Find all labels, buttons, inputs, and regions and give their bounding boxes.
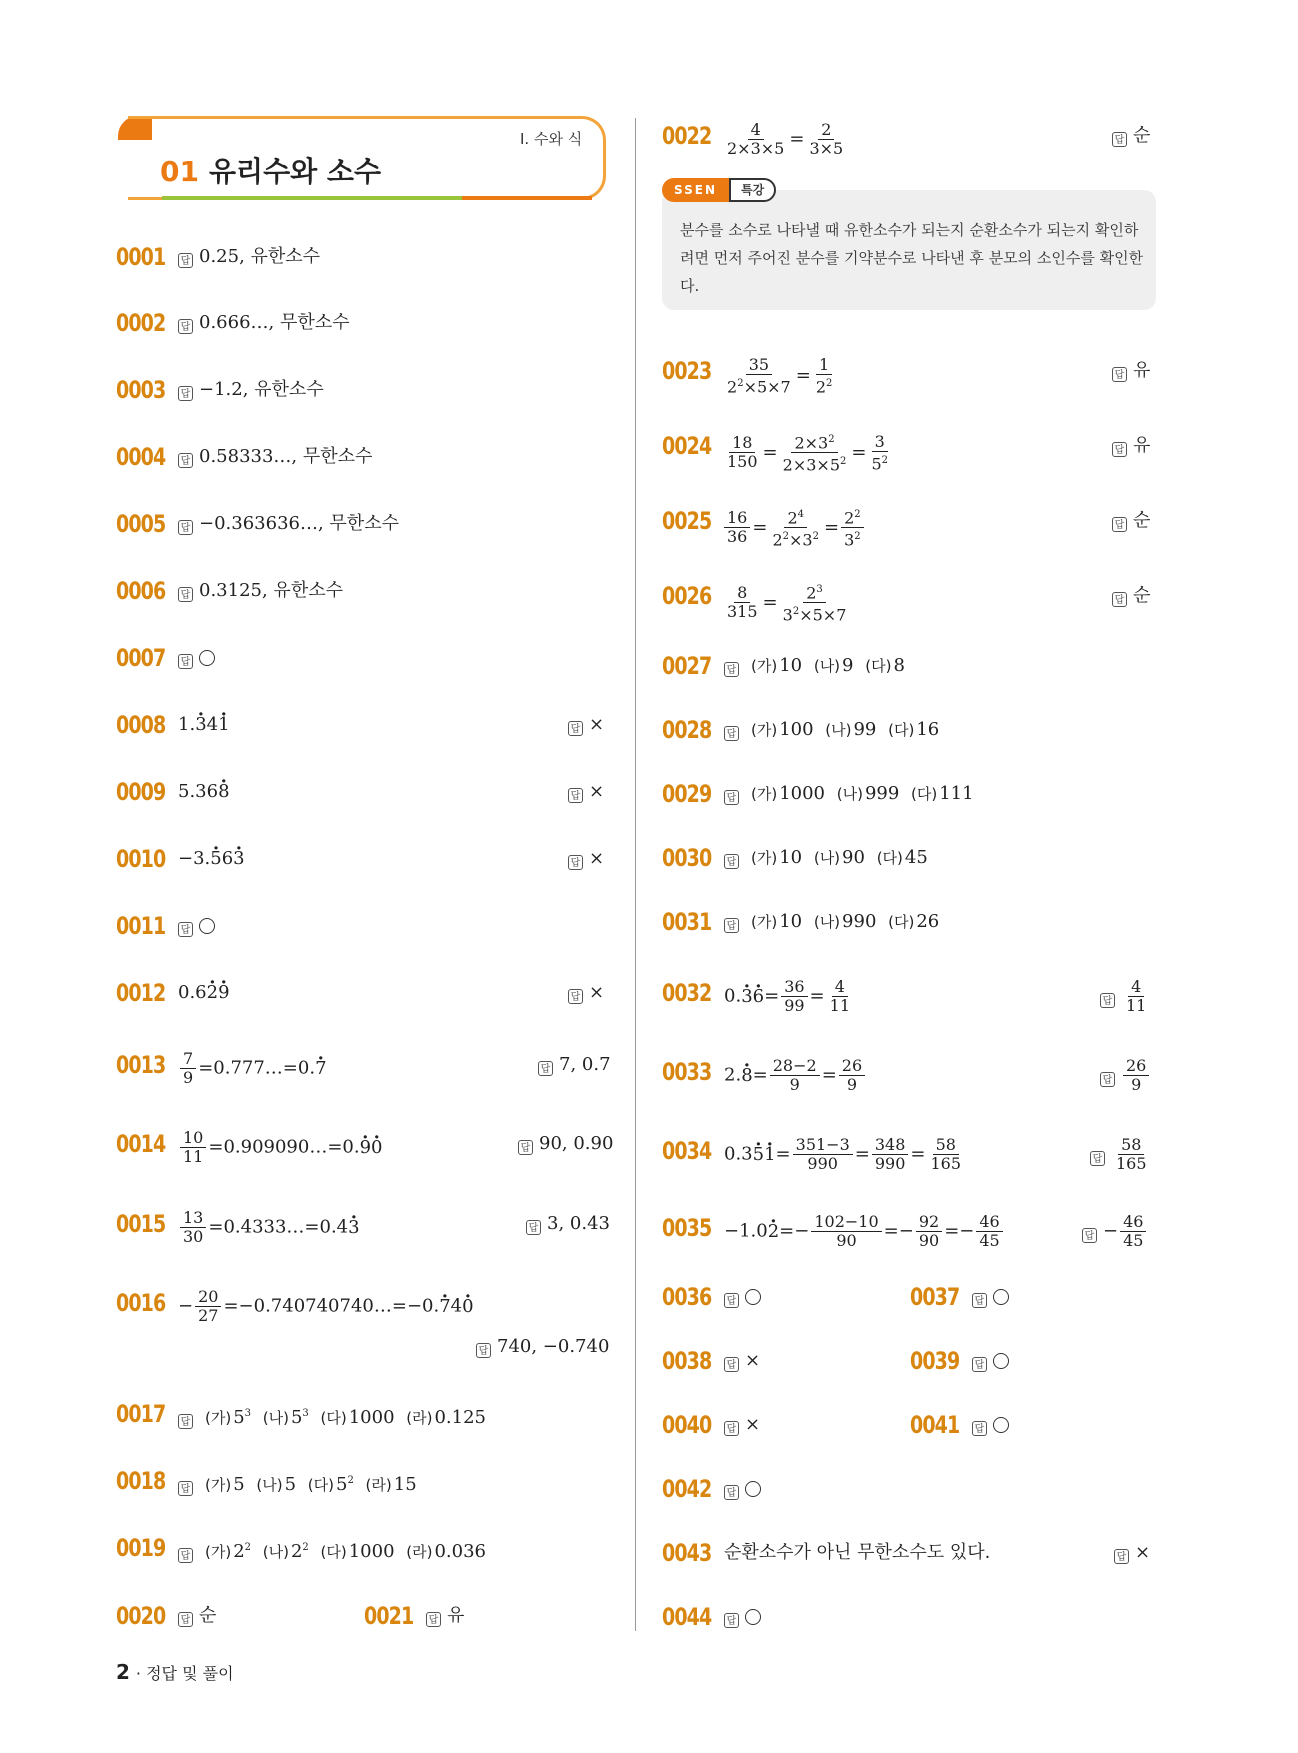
answer-icon [568, 989, 583, 1004]
answer-row [724, 1282, 761, 1312]
problem-number: 0007 [116, 644, 166, 672]
answer-row: 답 (가) $5^3$ (나) $5^3$ (다) 1000 (라) 0.125 [178, 1399, 486, 1433]
page-title [160, 150, 381, 190]
problem-number: 0016 [116, 1289, 166, 1317]
problem-number: 0022 [662, 122, 712, 150]
answer-row [538, 1050, 611, 1080]
answer-row: 답 $\frac{4}{11}$ [1100, 978, 1151, 1015]
problem-number: 0031 [662, 908, 712, 936]
problem-number: 0015 [116, 1210, 166, 1238]
answer-icon [724, 1613, 739, 1628]
answer-row [1112, 431, 1150, 461]
answer-row [724, 1346, 760, 1376]
answer-icon [1090, 1151, 1105, 1166]
answer-icon [972, 1421, 987, 1436]
problem-number: 0013 [116, 1051, 166, 1079]
problem-number: 0033 [662, 1058, 712, 1086]
problem-number: 0035 [662, 1214, 712, 1242]
answer-row [1112, 121, 1150, 151]
answer-row [1114, 1538, 1150, 1568]
answer-icon [178, 587, 193, 602]
answer-row: 답 − $\frac{46}{45}$ [1082, 1213, 1148, 1250]
answer-icon [1112, 367, 1127, 382]
answer-row [426, 1601, 464, 1631]
expression: $\frac{8}{315}$ = $\frac{2^3}{3^2\times 5\times 7}$ [722, 581, 851, 625]
answer-icon [972, 1293, 987, 1308]
answer-row: 답 (가) 100 (나) 99 (다) 16 [724, 715, 939, 745]
problem-number: 0006 [116, 577, 166, 605]
circle-mark-icon [993, 1417, 1009, 1433]
answer-row [1112, 581, 1150, 611]
answer-icon [178, 319, 193, 334]
answer-icon [1112, 517, 1127, 532]
answer-icon [518, 1140, 533, 1155]
answer-row: 답 (가) 10 (나) 990 (다) 26 [724, 907, 939, 937]
answer-row [178, 1601, 216, 1631]
answer-text: × [589, 848, 605, 869]
answer-row [178, 509, 399, 539]
answer-text: 0.666…, 무한소수 [199, 312, 350, 333]
answer-row [972, 1410, 1009, 1440]
answer-icon [178, 1612, 193, 1627]
answer-text: × [589, 781, 605, 802]
circle-mark-icon [745, 1289, 761, 1305]
expression: 5.368 · [178, 777, 230, 807]
answer-row [568, 777, 604, 807]
expression: $\frac{10}{11}$ =0.909090…=0.9 ·0 · [178, 1129, 383, 1166]
problem-number: 0041 [910, 1411, 960, 1439]
answer-row [724, 1602, 761, 1632]
circle-mark-icon [199, 650, 215, 666]
answer-icon [178, 1481, 193, 1496]
answer-row: 답 (가) $2^2$ (나) $2^2$ (다) 1000 (라) 0.036 [178, 1533, 486, 1567]
answer-row [972, 1346, 1009, 1376]
answer-row: 답 (가) 5 (나) 5 (다) $5^2$ (라) 15 [178, 1466, 417, 1500]
section-label: Ⅰ. 수와 식 [520, 130, 583, 148]
answer-row [178, 643, 215, 673]
answer-text: 순 [199, 1605, 217, 1626]
expression: 0.35 ·1 ·= $\frac{351-3}{990}$ = $\frac{348}{990}$ = $\frac{58}{165}$ [724, 1136, 966, 1173]
answer-icon [538, 1061, 553, 1076]
answer-text: × [1135, 1542, 1151, 1563]
expression: −1.02 ·=− $\frac{102-10}{90}$ =− $\frac{92}{90}$ =− $\frac{46}{45}$ [724, 1213, 1005, 1250]
problem-number: 0030 [662, 844, 712, 872]
answer-row [568, 978, 604, 1008]
problem-number: 0017 [116, 1400, 166, 1428]
answer-icon [724, 854, 739, 869]
problem-number: 0009 [116, 778, 166, 806]
answer-icon [1082, 1228, 1097, 1243]
expression: $\frac{35}{2^2\times 5\times 7}$ = $\frac{1}{2^2}$ [727, 355, 833, 397]
answer-row [178, 576, 343, 606]
expression: $\frac{16}{36}$ = $\frac{2^4}{2^2\times 3^2}$ = $\frac{2^2}{3^2}$ [722, 506, 866, 550]
problem-number: 0028 [662, 716, 712, 744]
problem-number: 0037 [910, 1283, 960, 1311]
answer-row [724, 1410, 760, 1440]
expression: 0.62 ·9 · [178, 978, 230, 1008]
answer-text: 0.25, 유한소수 [199, 246, 321, 267]
answer-row [178, 308, 350, 338]
answer-text: 순 [1133, 125, 1151, 146]
answer-row [178, 442, 372, 472]
answer-icon [568, 855, 583, 870]
chapter-title: 유리수와 소수 [208, 155, 382, 188]
footer-label: · 정답 및 풀이 [135, 1664, 234, 1683]
problem-number: 0003 [116, 376, 166, 404]
expression: 1.3 ·41 · [178, 710, 230, 740]
answer-row [178, 911, 215, 941]
answer-icon [724, 662, 739, 677]
problem-number: 0044 [662, 1603, 712, 1631]
answer-row [518, 1129, 613, 1159]
answer-row [1112, 506, 1150, 536]
problem-number: 0027 [662, 652, 712, 680]
answer-icon [1112, 442, 1127, 457]
problem-number: 0029 [662, 780, 712, 808]
answer-icon [972, 1357, 987, 1372]
expression: −3.5 ·63 · [178, 844, 245, 874]
expression: $\frac{7}{9}$ =0.777…=0.7 · [178, 1050, 327, 1087]
answer-icon [178, 1414, 193, 1429]
answer-row [178, 375, 324, 405]
problem-number: 0018 [116, 1467, 166, 1495]
answer-icon [724, 1357, 739, 1372]
answer-text: 90, 0.90 [539, 1133, 614, 1154]
problem-number: 0012 [116, 979, 166, 1007]
ssen-badge-label: SSEN [662, 178, 729, 202]
answer-icon [568, 721, 583, 736]
answer-icon [1112, 592, 1127, 607]
problem-number: 0011 [116, 912, 166, 940]
expression: $\frac{18}{150}$ = $\frac{2\times 3^2}{2\times 3\times 5^2}$ = $\frac{3}{5^2}$ [727, 431, 889, 475]
explanation-text: 순환소수가 아닌 무한소수도 있다. [724, 1542, 991, 1563]
problem-number: 0023 [662, 357, 712, 385]
answer-row: 답 $\frac{26}{9}$ [1100, 1057, 1151, 1094]
problem-number: 0026 [662, 582, 712, 610]
answer-text: 유 [447, 1605, 465, 1626]
problem-number: 0040 [662, 1411, 712, 1439]
chapter-number: 01 [160, 155, 199, 188]
answer-icon [178, 520, 193, 535]
answer-text: 0.3125, 유한소수 [199, 580, 343, 601]
answer-icon [724, 918, 739, 933]
answer-text: 7, 0.7 [559, 1054, 611, 1075]
problem-number: 0004 [116, 443, 166, 471]
answer-icon [1112, 132, 1127, 147]
answer-icon [178, 453, 193, 468]
answer-icon [526, 1220, 541, 1235]
answer-row [724, 1474, 761, 1504]
problem-number: 0039 [910, 1347, 960, 1375]
circle-mark-icon [993, 1289, 1009, 1305]
answer-text: 740, −0.740 [497, 1336, 610, 1357]
answer-text: × [745, 1350, 761, 1371]
circle-mark-icon [745, 1481, 761, 1497]
answer-text: 순 [1133, 585, 1151, 606]
circle-mark-icon [199, 918, 215, 934]
answer-text: 유 [1133, 360, 1151, 381]
problem-number: 0032 [662, 979, 712, 1007]
answer-row [1112, 356, 1150, 386]
answer-icon [476, 1343, 491, 1358]
column-divider [635, 118, 636, 1631]
problem-number: 0036 [662, 1283, 712, 1311]
answer-row [476, 1332, 609, 1362]
circle-mark-icon [993, 1353, 1009, 1369]
expression: 2.8 ·= $\frac{28-2}{9}$ = $\frac{26}{9}$ [724, 1057, 867, 1094]
header-bar-orange [462, 196, 592, 200]
answer-row: 답 $\frac{58}{165}$ [1090, 1136, 1152, 1173]
answer-icon [724, 1485, 739, 1500]
answer-icon [724, 1421, 739, 1436]
answer-text: 유 [1133, 435, 1151, 456]
expression: $\frac{4}{2\times 3\times 5}$ = $\frac{2}{3\times 5}$ [727, 120, 844, 158]
answer-icon [724, 790, 739, 805]
problem-number: 0014 [116, 1130, 166, 1158]
answer-row: 답 (가) 10 (나) 9 (다) 8 [724, 651, 905, 681]
problem-number: 0001 [116, 243, 166, 271]
answer-text: × [589, 714, 605, 735]
answer-text: −1.2, 유한소수 [199, 379, 324, 400]
answer-icon [568, 788, 583, 803]
ssen-badge [662, 178, 776, 202]
answer-icon [724, 1293, 739, 1308]
answer-row [568, 844, 604, 874]
answer-text: × [589, 982, 605, 1003]
answer-text: 3, 0.43 [547, 1213, 610, 1234]
problem-number: 0024 [662, 432, 712, 460]
problem-number: 0038 [662, 1347, 712, 1375]
answer-row [568, 710, 604, 740]
problem-number: 0008 [116, 711, 166, 739]
answer-icon [1114, 1549, 1129, 1564]
answer-text: 0.58333…, 무한소수 [199, 446, 373, 467]
answer-icon [724, 726, 739, 741]
page-footer [116, 1660, 234, 1684]
answer-text: −0.363636…, 무한소수 [199, 513, 399, 534]
expression: − $\frac{20}{27}$ =−0.740740740…=−0.7 ·40 · [178, 1288, 474, 1325]
answer-icon [178, 654, 193, 669]
answer-icon [1100, 1072, 1115, 1087]
ssen-badge-sub: 특강 [729, 178, 776, 202]
answer-row [972, 1282, 1009, 1312]
problem-number: 0002 [116, 309, 166, 337]
answer-text: 순 [1133, 510, 1151, 531]
problem-number: 0020 [116, 1602, 166, 1630]
answer-icon [178, 922, 193, 937]
problem-number: 0010 [116, 845, 166, 873]
page-number: 2 [116, 1660, 130, 1684]
answer-icon [426, 1612, 441, 1627]
problem-number: 0021 [364, 1602, 414, 1630]
problem-number: 0025 [662, 507, 712, 535]
answer-row: 답 (가) 10 (나) 90 (다) 45 [724, 843, 928, 873]
answer-row [178, 242, 320, 272]
header-bar-green [162, 196, 462, 200]
ssen-tip-text: 분수를 소수로 나타낼 때 유한소수가 되는지 순환소수가 되는지 확인하려면 먼저 주어진 분수를 기약분수로 나타낸 후 분모의 소인수를 확인한다. [680, 221, 1144, 295]
circle-mark-icon [745, 1609, 761, 1625]
answer-icon [178, 386, 193, 401]
answer-icon [178, 1548, 193, 1563]
answer-icon [1100, 993, 1115, 1008]
expression: $\frac{13}{30}$ =0.4333…=0.43 · [178, 1209, 360, 1246]
problem-number: 0034 [662, 1137, 712, 1165]
answer-row [526, 1209, 610, 1239]
answer-row: 답 (가) 1000 (나) 999 (다) 111 [724, 779, 974, 809]
problem-number: 0043 [662, 1539, 712, 1567]
problem-number: 0019 [116, 1534, 166, 1562]
problem-number: 0042 [662, 1475, 712, 1503]
problem-number: 0005 [116, 510, 166, 538]
answer-text: × [745, 1414, 761, 1435]
expression: 0.3 ·6 ·= $\frac{36}{99}$ = $\frac{4}{11}$ [724, 978, 855, 1015]
answer-icon [178, 253, 193, 268]
